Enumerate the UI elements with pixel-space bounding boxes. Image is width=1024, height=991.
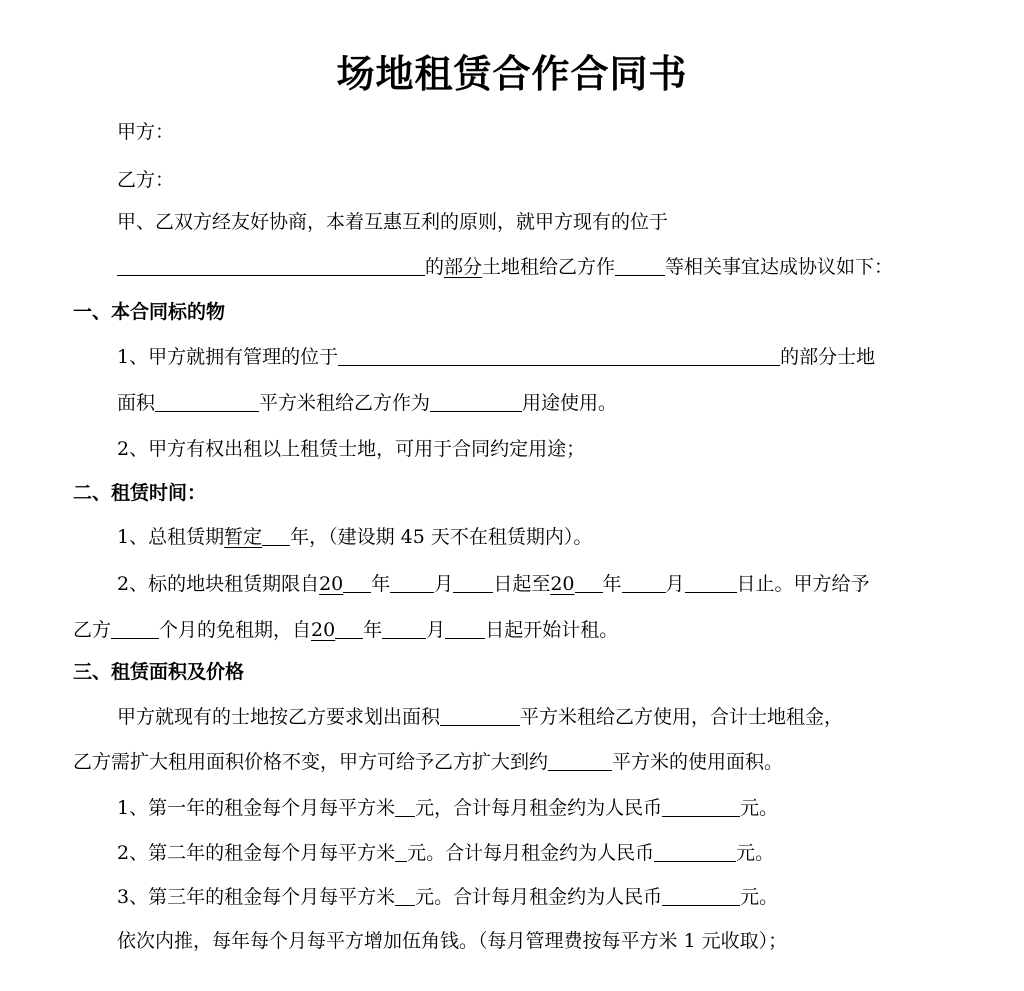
intro-underlined-text: 部分 [444,256,483,278]
body-text: 乙方需扩大租用面积价格不变，甲方可给予乙方扩大到约 [73,751,549,773]
body-text: 年 [371,573,391,595]
intro-text: 的 [425,256,445,278]
body-text: 1、第一年的租金每个月每平方米 [117,797,396,819]
body-text: 平方米的使用面积。 [612,751,784,773]
party-b-label: 乙方： [117,169,175,191]
body-text: 日止。甲方给予 [736,573,870,595]
intro-text: 土地租给乙方作 [482,256,616,278]
section1-paragraph1 [117,343,875,371]
unit-price-blank[interactable] [395,839,407,862]
body-text: 的部分士地 [780,346,876,368]
day-blank[interactable] [445,616,485,639]
body-text: 元。 [740,797,779,819]
section2-paragraph3 [73,616,618,644]
section3-final-paragraph [117,927,787,955]
body-text: 2、标的地块租赁期限自 [117,573,320,595]
body-text: 乙方 [73,619,112,641]
rent-year1-line [117,794,778,822]
body-text: 年 [363,619,383,641]
party-a-line [117,118,174,146]
body-text: 2、甲方有权出租以上租赁士地，可用于合同约定用途； [117,438,586,460]
body-text: 平方米租给乙方作为 [259,392,431,414]
body-text: 年 [602,573,622,595]
body-text: 甲方就现有的士地按乙方要求划出面积 [117,706,441,728]
body-text: 月 [434,573,454,595]
rent-year3-line [117,883,778,911]
body-text: 元。 [740,886,779,908]
body-text: 年，（建设期 45 天不在租赁期内）。 [290,526,593,548]
monthly-rent-blank[interactable] [654,839,736,862]
body-text: 1、甲方就拥有管理的位于 [117,346,339,368]
section1-paragraph2 [117,389,617,417]
free-months-blank[interactable] [111,616,159,639]
party-a-label: 甲方： [117,121,175,143]
monthly-rent-blank[interactable] [662,794,740,817]
usage-blank[interactable] [430,389,522,412]
year-prefix: 20 [311,619,336,641]
body-text: 日起开始计租。 [485,619,619,641]
purpose-blank[interactable] [615,253,665,276]
body-text: 面积 [117,392,156,414]
section3-paragraph1 [117,703,843,731]
unit-price-blank[interactable] [395,794,415,817]
body-text: 2、第二年的租金每个月每平方米 [117,842,396,864]
section2-paragraph2 [117,570,870,598]
term-years-blank[interactable] [262,523,290,546]
year-blank[interactable] [335,616,363,639]
body-text: 个月的免租期，自 [159,619,312,641]
body-text: 月 [426,619,446,641]
section-heading-3: 三、租赁面积及价格 [73,661,245,683]
body-text: 3、第三年的租金每个月每平方米 [117,886,396,908]
body-text: 元。合计每月租金约为人民币 [407,842,655,864]
body-text: 依次内推，每年每个月每平方增加伍角钱。（每月管理费按每平方米 1 元收取）； [117,930,788,952]
body-text: 月 [665,573,685,595]
year-blank[interactable] [343,570,371,593]
year-prefix: 20 [550,573,575,595]
document-title: 场地租赁合作合同书 [336,52,688,96]
intro-text: 等相关事宜达成协议如下： [665,256,894,278]
section-heading-1: 一、本合同标的物 [73,301,226,323]
day-blank[interactable] [453,570,493,593]
intro-paragraph-line1 [117,208,668,236]
section-heading-2: 二、租赁时间： [73,482,207,504]
location-blank[interactable] [117,253,425,276]
rent-year2-line [117,839,774,867]
unit-price-blank[interactable] [395,883,415,906]
body-text: 日起至 [493,573,551,595]
year-blank[interactable] [575,570,603,593]
location-blank[interactable] [338,343,780,366]
intro-text: 甲、乙双方经友好协商，本着互惠互利的原则，就甲方现有的位于 [117,211,669,233]
area-blank[interactable] [155,389,259,412]
body-text: 平方米租给乙方使用，合计士地租金， [520,706,844,728]
day-blank[interactable] [685,570,737,593]
intro-paragraph-line2 [117,253,893,281]
monthly-rent-blank[interactable] [662,883,740,906]
expanded-area-blank[interactable] [548,748,612,771]
area-blank[interactable] [440,703,520,726]
body-underlined-text: 暂定 [224,526,263,548]
year-prefix: 20 [319,573,344,595]
body-text: 元，合计每月租金约为人民币 [415,797,663,819]
party-b-line [117,166,174,194]
section2-paragraph1 [117,523,592,551]
month-blank[interactable] [622,570,666,593]
body-text: 元。合计每月租金约为人民币 [415,886,663,908]
body-text: 元。 [736,842,775,864]
body-text: 1、总租赁期 [117,526,225,548]
body-text: 用途使用。 [522,392,618,414]
section3-paragraph2 [73,748,783,776]
month-blank[interactable] [382,616,426,639]
section1-paragraph3 [117,435,585,463]
month-blank[interactable] [390,570,434,593]
